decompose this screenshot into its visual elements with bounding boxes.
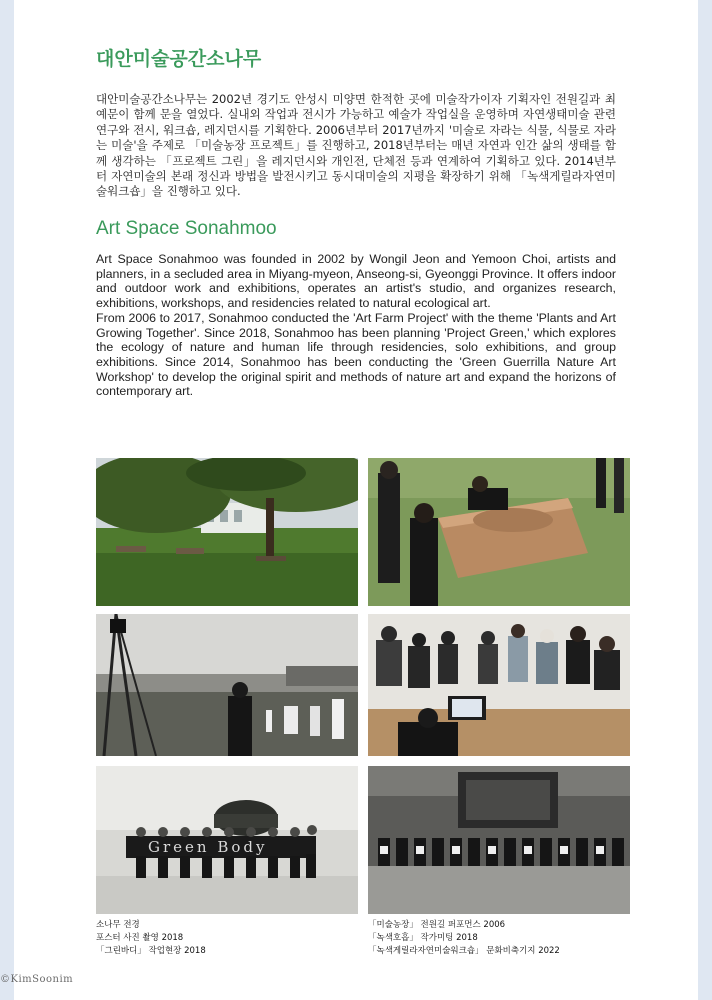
- english-title: Art Space Sonahmoo: [96, 218, 277, 239]
- green-body-banner-text: Green Body: [148, 838, 268, 856]
- caption-left-2: 포스터 사진 촬영 2018: [96, 933, 184, 943]
- photo-art-farm-performance: [368, 458, 630, 606]
- korean-body: 대안미술공간소나무는 2002년 경기도 안성시 미양면 한적한 곳에 미술작가이자 기획자인 전원길과 최예문이 함께 문을 열었다. 실내외 작업과 전시가 가능하고 예술가 작업실을 운영하며 자연생태미술 관련 연구와 전시, 워크숍, 레지던시를 기획한다. 2006년부터 2017년까지 '미술로 자라는 식물, 식물로 자라는 미술'을 주제로 「미술농장 프로젝트」를 진행하고, 2018년부터는 매년 자연과 인간 삶의 생태를 함께 생각하는 「프로젝트 그린」을 레지던시와 개인전, 단체전 등과 연계하여 기획하고 있다. 2014년부터 자연미술의 본래 정신과 방법을 발전시키고 동시대미술의 지평을 확장하기 위해 「녹색게릴라자연미술워크숍」을 진행하고 있다.: [96, 92, 616, 199]
- english-paragraph-2: From 2006 to 2017, Sonahmoo conducted the 'Art Farm Project' with the theme 'Plants and Art Growing Together'. Since 2018, Sonahmoo has been planning 'Project Green,' which explores the ecology of nature and human life through residencies, solo exhibitions, and group exhibitions. Since 2014, Sonahmoo has been conducting the 'Green Guerrilla Nature Art Workshop' to develop the original spirit and methods of nature art and expand the horizons of contemporary art.: [96, 310, 616, 399]
- captions-right: [368, 919, 560, 958]
- document-page: [14, 0, 698, 1000]
- photo-sonahmoo-view: [96, 458, 358, 606]
- english-paragraph-1: Art Space Sonahmoo was founded in 2002 by Wongil Jeon and Yemoon Choi, artists and planners, in a secluded area in Miyang-myeon, Anseong-si, Gyeonggi Province. It offers indoor and outdoor work and exhibitions, operates an artist's studio, and organizes research, exhibitions, workshops, and residencies related to natural ecological art.: [96, 252, 616, 311]
- photo-green-body: [96, 766, 358, 914]
- caption-left-3: 「그린바디」 작업현장 2018: [96, 946, 206, 956]
- caption-left-1: 소나무 전경: [96, 920, 140, 930]
- english-body: [96, 252, 616, 399]
- korean-title: 대안미술공간소나무: [96, 48, 262, 70]
- caption-right-3: 「녹색게릴라자연미술워크숍」 문화비축기지 2022: [368, 946, 560, 956]
- caption-right-2: 「녹색호흡」 작가미팅 2018: [368, 933, 478, 943]
- caption-right-1: 「미술농장」 전원길 퍼포먼스 2006: [368, 920, 506, 930]
- photo-poster-shoot: [96, 614, 358, 756]
- photo-workshop-culture-depot: [368, 766, 630, 914]
- watermark: ©KimSoonim: [0, 974, 74, 985]
- photo-artist-meeting: [368, 614, 630, 756]
- captions-left: [96, 919, 206, 958]
